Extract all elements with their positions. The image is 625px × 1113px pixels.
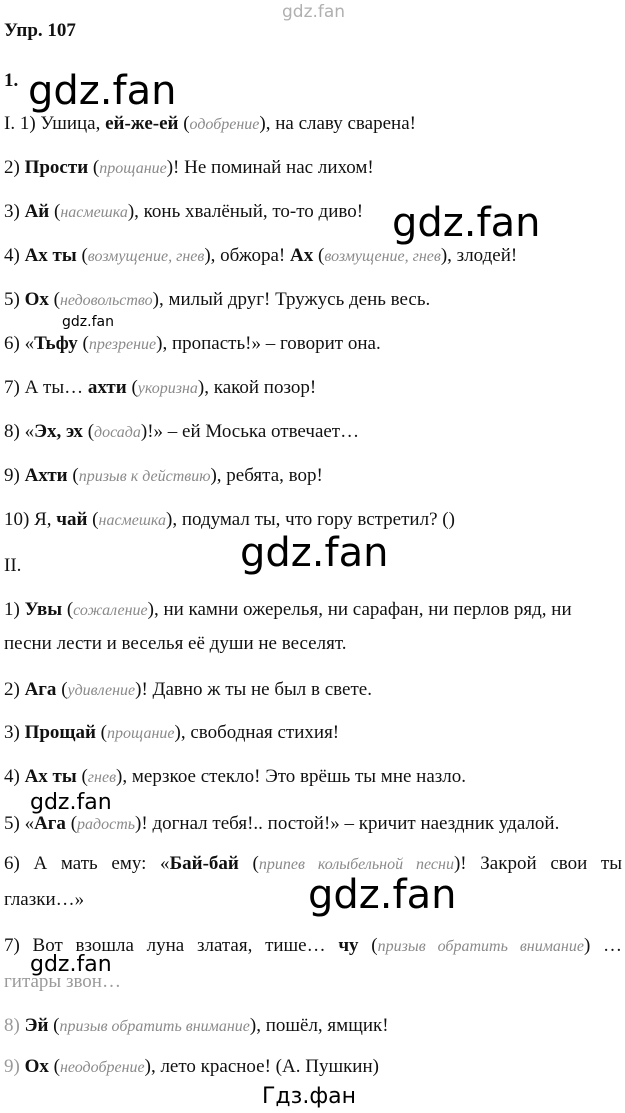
watermark-medium: gdz.fan xyxy=(30,952,112,977)
sentence-2-5: 5) «Ага (радость)! догнал тебя!.. постой!» – кричит наездник удалой. xyxy=(4,813,560,834)
section-number: 1. xyxy=(4,70,19,91)
watermark-medium: gdz.fan xyxy=(30,790,112,815)
meaning-note: призыв обратить внимание xyxy=(59,1018,250,1035)
interjection: чай xyxy=(56,509,88,530)
part-two-label: II. xyxy=(4,555,22,576)
sentence-1-4: 4) Ах ты (возмущение, гнев), обжора! Ах (возмущение, гнев), злодей! xyxy=(4,245,518,266)
meaning-note: укоризна xyxy=(137,380,198,397)
meaning-note: возмущение, гнев xyxy=(87,248,205,265)
sentence-2-2: 2) Ага (удивление)! Давно ж ты не был в свете. xyxy=(4,679,372,700)
meaning-note: недовольство xyxy=(59,292,153,309)
interjection: Эй xyxy=(24,1015,49,1036)
interjection: Эх, эх xyxy=(34,421,83,442)
meaning-note: прощание xyxy=(107,725,175,742)
watermark-large: gdz.fan xyxy=(392,200,541,246)
watermark-small: gdz.fan xyxy=(62,314,114,330)
sentence-2-7-cont: гитары звон… xyxy=(4,971,121,992)
sentence-1-8: 8) «Эх, эх (досада)!» – ей Моська отвечает… xyxy=(4,421,360,442)
footer-watermark: Гдз.фан xyxy=(262,1084,356,1109)
meaning-note: удивление xyxy=(67,682,136,699)
sentence-1-10: 10) Я, чай (насмешка), подумал ты, что гору встретил? () xyxy=(4,509,455,530)
interjection: Ахти xyxy=(24,465,68,486)
interjection: Ах ты xyxy=(24,245,77,266)
sentence-1-3: 3) Ай (насмешка), конь хвалёный, то-то диво! xyxy=(4,201,364,222)
sentence-1-1: I. 1) Ушица, ей-же-ей (одобрение), на славу сварена! xyxy=(4,113,416,134)
meaning-note: прощание xyxy=(99,160,167,177)
interjection: Бай-бай xyxy=(169,853,239,874)
sentence-2-1: 1) Увы (сожаление), ни камни ожерелья, ни сарафан, ни перлов ряд, ни xyxy=(4,599,572,620)
interjection: ахти xyxy=(87,377,127,398)
sentence-1-2: 2) Прости (прощание)! Не поминай нас лихом! xyxy=(4,157,374,178)
sentence-2-4: 4) Ах ты (гнев), мерзкое стекло! Это врёшь ты мне назло. xyxy=(4,766,467,787)
meaning-note: возмущение, гнев xyxy=(324,248,441,265)
interjection: Ох xyxy=(24,1056,49,1077)
interjection: ей-же-ей xyxy=(105,113,179,134)
meaning-note: досада xyxy=(94,424,141,441)
exercise-title: Упр. 107 xyxy=(4,20,76,41)
sentence-2-7: 7) Вот взошла луна златая, тише… чу (призыв обратить внимание) … xyxy=(4,935,623,956)
sentence-1-5: 5) Ох (недовольство), милый друг! Тружусь день весь. xyxy=(4,289,431,310)
interjection: Тьфу xyxy=(34,333,78,354)
watermark-large: gdz.fan xyxy=(308,872,457,918)
meaning-note: неодобрение xyxy=(59,1059,145,1076)
meaning-note: насмешка xyxy=(98,512,167,529)
interjection: Прости xyxy=(24,157,89,178)
watermark-large: gdz.fan xyxy=(28,68,177,114)
sentence-2-6: 6) А мать ему: «Бай-бай (припев колыбельной песни)! Закрой свои ты xyxy=(4,853,623,874)
meaning-note: сожаление xyxy=(73,602,148,619)
part-label: I. xyxy=(4,113,16,134)
meaning-note: призыв к действию xyxy=(78,468,211,485)
interjection: Ага xyxy=(34,813,66,834)
meaning-note: презрение xyxy=(88,336,157,353)
meaning-note: гнев xyxy=(87,769,117,786)
meaning-note: припев колыбельной песни xyxy=(258,856,454,873)
meaning-note: насмешка xyxy=(60,204,128,221)
meaning-note: радость xyxy=(77,816,136,833)
interjection: чу xyxy=(338,935,359,956)
sentence-1-6: 6) «Тьфу (презрение), пропасть!» – говорит она. xyxy=(4,333,381,354)
interjection: Ох xyxy=(24,289,49,310)
interjection: Ага xyxy=(24,679,57,700)
watermark-large: gdz.fan xyxy=(240,530,389,576)
sentence-1-7: 7) А ты… ахти (укоризна), какой позор! xyxy=(4,377,317,398)
sentence-2-8: 8) Эй (призыв обратить внимание), пошёл, ямщик! xyxy=(4,1015,389,1036)
sentence-2-9: 9) Ох (неодобрение), лето красное! (А. Пушкин) xyxy=(4,1056,379,1077)
meaning-note: одобрение xyxy=(189,116,260,133)
sentence-2-3: 3) Прощай (прощание), свободная стихия! xyxy=(4,722,340,743)
interjection: Ай xyxy=(24,201,50,222)
interjection: Увы xyxy=(24,599,63,620)
sentence-2-1-cont: песни лести и веселья её души не веселят. xyxy=(4,633,347,654)
sentence-1-9: 9) Ахти (призыв к действию), ребята, вор! xyxy=(4,465,323,486)
interjection: Прощай xyxy=(24,722,96,743)
interjection: Ах xyxy=(290,245,314,266)
sentence-2-6-cont: глазки…» xyxy=(4,889,85,910)
watermark-top: gdz.fan xyxy=(282,2,346,22)
interjection: Ах ты xyxy=(24,766,77,787)
meaning-note: призыв обратить внимание xyxy=(377,938,584,955)
